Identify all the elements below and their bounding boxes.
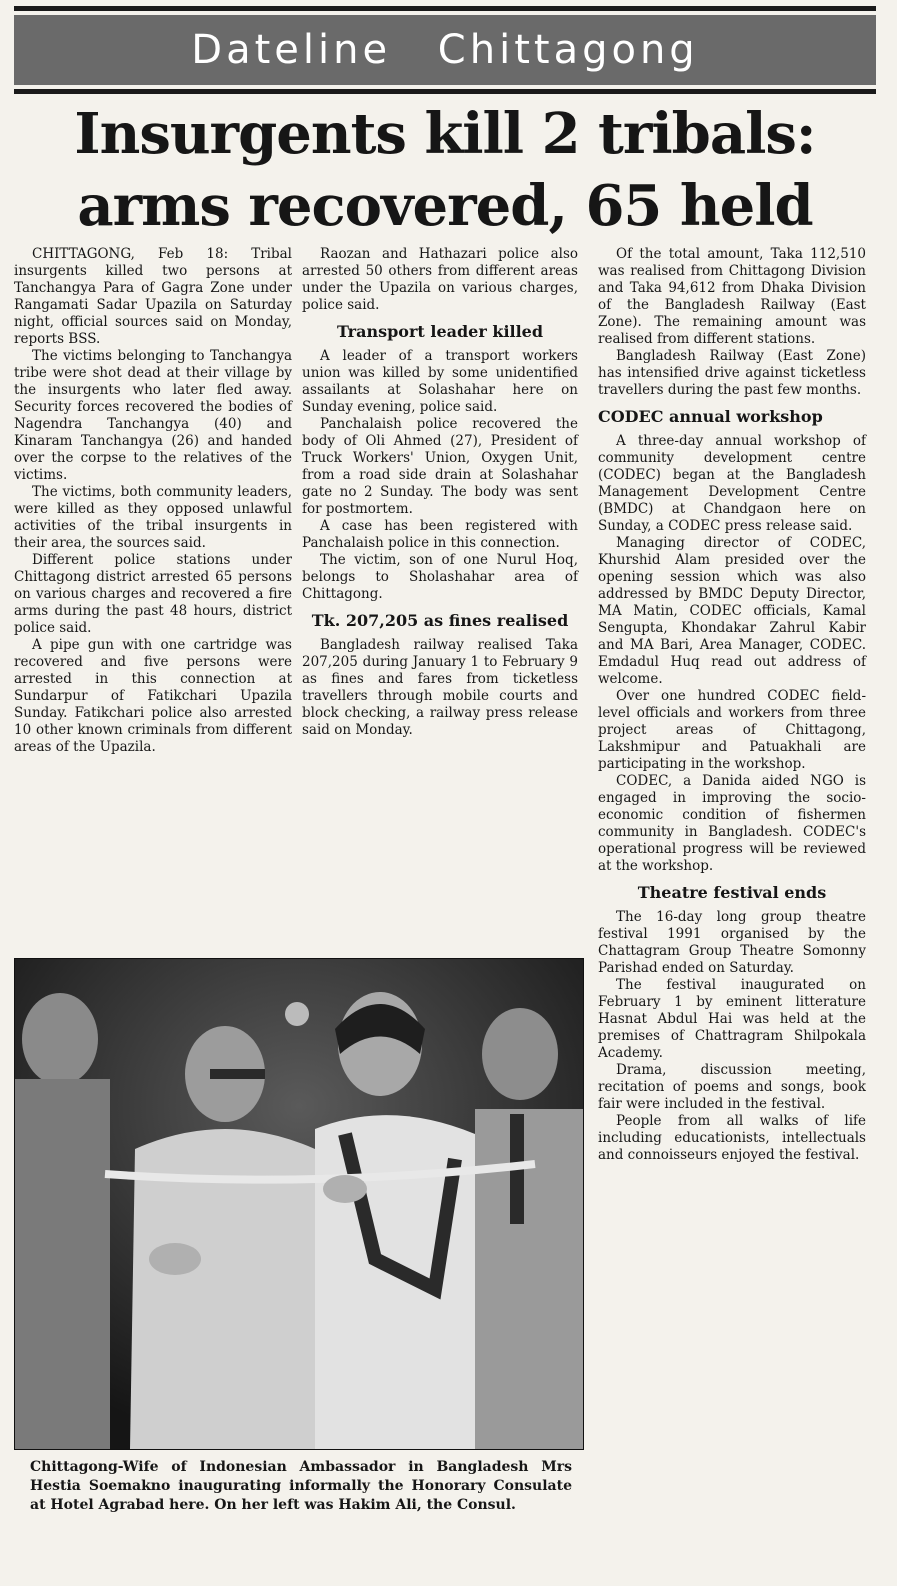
article-column-2 [302, 246, 578, 739]
paragraph: Panchalaish police recovered the body of Oli Ahmed (27), President of Truck Workers' Union, Oxygen Unit, from a road side drain at Solashahar gate no 2 Sunday. The body was sent for postmortem. [302, 416, 578, 517]
subheading-theatre-festival: Theatre festival ends [637, 883, 827, 902]
paragraph: Bangladesh Railway (East Zone) has intensified drive against ticketless travellers during the past few months. [598, 348, 866, 398]
paragraph: A case has been registered with Panchalaish police in this connection. [302, 518, 578, 551]
subheading-codec-workshop: CODEC annual workshop [598, 407, 823, 426]
paragraph: Drama, discussion meeting, recitation of poems and songs, book fair were included in the festival. [598, 1062, 866, 1112]
paragraph: A pipe gun with one cartridge was recovered and five persons were arrested in this connection at Sundarpur of Fatikchari Upazila Sunday. Fatikchari police also arrested 10 other known criminals from different areas of the Upazila. [14, 637, 292, 755]
paragraph: Managing director of CODEC, Khurshid Alam presided over the opening session which was also addressed by BMDC Deputy Director, MA Matin, CODEC officials, Kamal Sengupta, Khondakar Zahrul Kabir and MA Bari, Area Manager, CODEC. Emdadul Huq read out address of welcome. [598, 535, 866, 687]
headline-line-2: arms recovered, 65 held [77, 173, 813, 239]
paragraph: CHITTAGONG, Feb 18: Tribal insurgents killed two persons at Tanchangya Para of Gagra Zone under Rangamati Sadar Upazila on Saturday night, official sources said on Monday, reports BSS. [14, 246, 292, 347]
news-photo-illustration [15, 959, 583, 1449]
paragraph: Of the total amount, Taka 112,510 was realised from Chittagong Division and Taka 94,612 from Dhaka Division of the Bangladesh Railway (East Zone). The remaining amount was realised from different stations. [598, 246, 866, 347]
paragraph: A leader of a transport workers union was killed by some unidentified assailants at Solashahar here on Sunday evening, police said. [302, 348, 578, 415]
paragraph: CODEC, a Danida aided NGO is engaged in improving the socio-economic condition of fishermen community in Bangladesh. CODEC's operational progress will be reviewed at the workshop. [598, 773, 866, 874]
photo-caption: Chittagong-Wife of Indonesian Ambassador in Bangladesh Mrs Hestia Soemakno inaugurating informally the Honorary Consulate at Hotel Agrabad here. On her left was Hakim Ali, the Consul. [30, 1459, 572, 1513]
paragraph: People from all walks of life including educationists, intellectuals and connoisseurs enjoyed the festival. [598, 1113, 866, 1163]
subheading-fines-realised: Tk. 207,205 as fines realised [311, 611, 569, 630]
paragraph: The victims belonging to Tanchangya tribe were shot dead at their village by the insurgents who later fled away. Security forces recovered the bodies of Nagendra Tanchangya (40) and Kinaram Tanchangya (26) and handed over the corpse to the relatives of the victims. [14, 348, 292, 483]
paragraph: The 16-day long group theatre festival 1991 organised by the Chattagram Group Theatre Somonny Parishad ended on Saturday. [598, 909, 866, 976]
section-banner-title: Dateline Chittagong [14, 15, 876, 85]
paragraph: The victims, both community leaders, were killed as they opposed unlawful activities of the tribal insurgents in their area, the sources said. [14, 484, 292, 551]
paragraph: Different police stations under Chittagong district arrested 65 persons on various charges and recovered a fire arms during the past 48 hours, district police said. [14, 552, 292, 636]
article-column-1 [14, 246, 292, 756]
subheading-transport-leader: Transport leader killed [336, 322, 544, 341]
headline [14, 98, 876, 242]
paragraph: The festival inaugurated on February 1 by eminent litterature Hasnat Abdul Hai was held at the premises of Chattragram Shilpokala Academy. [598, 977, 866, 1061]
headline-line-1: Insurgents kill 2 tribals: [74, 101, 816, 167]
section-banner [14, 6, 876, 94]
paragraph: The victim, son of one Nurul Hoq, belongs to Sholashahar area of Chittagong. [302, 552, 578, 602]
paragraph: Bangladesh railway realised Taka 207,205 during January 1 to February 9 as fines and fares from ticketless travellers through mobile courts and block checking, a railway press release said on Monday. [302, 637, 578, 738]
paragraph: A three-day annual workshop of community development centre (CODEC) began at the Bangladesh Management Development Centre (BMDC) at Chandgaon here on Sunday, a CODEC press release said. [598, 433, 866, 534]
news-photo [14, 958, 584, 1450]
article-column-3 [598, 246, 866, 1164]
paragraph: Raozan and Hathazari police also arrested 50 others from different areas under the Upazila on various charges, police said. [302, 246, 578, 313]
paragraph: Over one hundred CODEC field-level officials and workers from three project areas of Chittagong, Lakshmipur and Patuakhali are participating in the workshop. [598, 688, 866, 772]
